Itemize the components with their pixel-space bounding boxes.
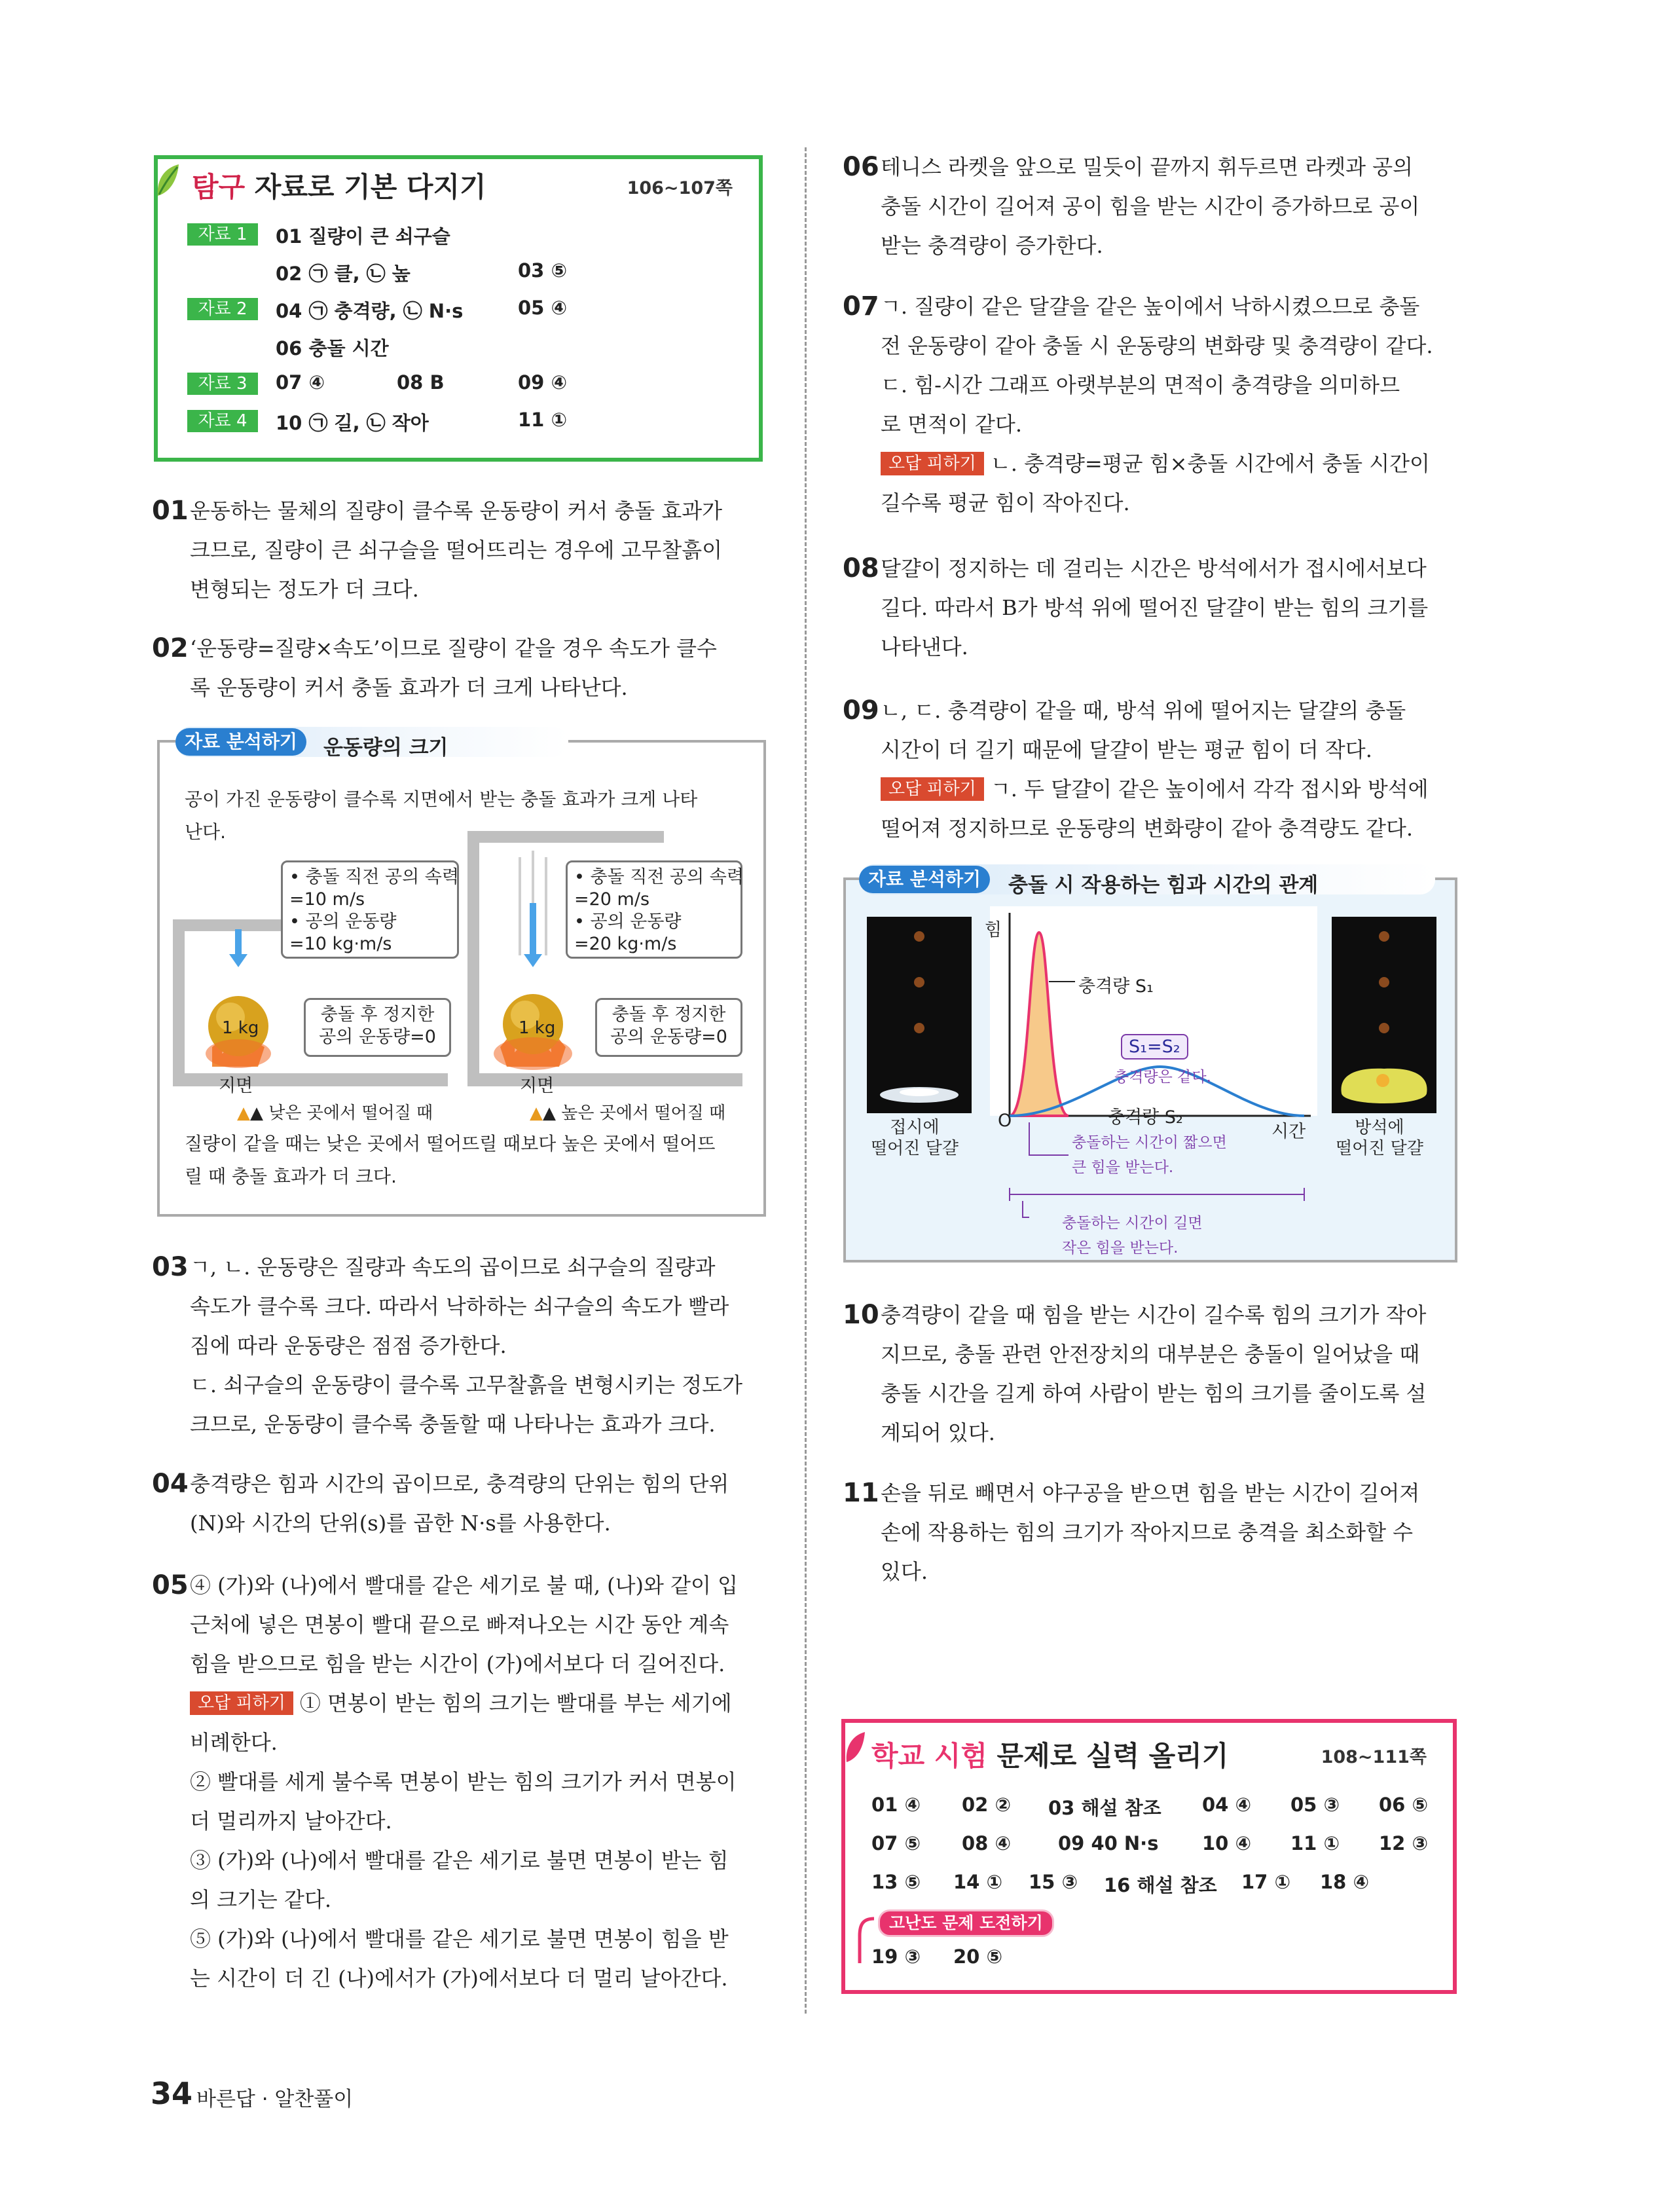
item-07-text: ㄱ. 질량이 같은 달걀을 같은 높이에서 낙하시켰으므로 충돌 전 운동량이 같아 충돌 시 운동량의 변화량 및 충격량이 같다. ㄷ. 힘-시간 그래프 아랫부분의 면적이 충격량을 의미하므 로 면적이 같다. 오답 피하기 ㄴ. 충격량=평균 힘×충돌 시간에서 충돌 시간이 길수록 평균 힘이 작아진다. [881, 294, 1433, 515]
equal-impulse-box: S₁=S₂ [1121, 1034, 1188, 1060]
test-answer: 16 해설 참조 [1104, 1874, 1217, 1896]
analysis-title: 충돌 시 작용하는 힘과 시간의 관계 [1008, 874, 1319, 897]
analysis-box-force-time [843, 868, 1457, 1263]
caption-high: ▲▲ 높은 곳에서 떨어질 때 [530, 1103, 726, 1123]
cushion-egg-photo [1332, 917, 1436, 1113]
answer-02: 02 ㉠ 클, ㉡ 높 [276, 263, 411, 285]
analysis-intro: 공이 가진 운동량이 클수록 지면에서 받는 충돌 효과가 크게 나타 난다. [185, 788, 698, 843]
high-drop-after-callout: 충돌 후 정지한 공의 운동량=0 [595, 998, 742, 1057]
item-number: 04 [152, 1469, 189, 1499]
answer-01: 01 질량이 큰 쇠구슬 [276, 225, 450, 248]
item-09-text: ㄴ, ㄷ. 충격량이 같을 때, 방석 위에 떨어지는 달걀의 충돌 시간이 더 길기 때문에 달걀이 받는 평균 힘이 더 작다. 오답 피하기 ㄱ. 두 달걀이 같은 높이에서 각각 접시와 방석에 떨어져 정지하므로 운동량의 변화량이 같아 충격량도 같다. [881, 698, 1429, 841]
item-04-text: 충격량은 힘과 시간의 곱이므로, 충격량의 단위는 힘의 단위 (N)와 시간의 단위(s)를 곱한 N·s를 사용한다. [190, 1471, 729, 1536]
item-number: 03 [152, 1252, 189, 1282]
test-answer: 10 ④ [1202, 1832, 1252, 1854]
origin-label: O [998, 1111, 1012, 1131]
item-02-text: ‘운동량=질량×속도’이므로 질량이 같을 경우 속도가 클수 록 운동량이 커서 충돌 효과가 더 크게 나타난다. [190, 636, 717, 700]
ground-label: 지면 [520, 1076, 555, 1096]
school-test-answer-box [841, 1719, 1457, 1994]
item-03-text: ㄱ, ㄴ. 운동량은 질량과 속도의 곱이므로 쇠구슬의 질량과 속도가 클수록 크다. 따라서 낙하하는 쇠구슬의 속도가 빨라 짐에 따라 운동량은 점점 증가한다. ㄷ. 쇠구슬의 운동량이 클수록 고무찰흙을 변형시키는 정도가 크므로, 운동량이 클수록 충돌할 때 나타나는 효과가 크다. [190, 1255, 743, 1437]
test-answer: 07 ⑤ [871, 1832, 921, 1854]
item-number: 10 [843, 1300, 879, 1330]
footer-book-title: 바른답 · 알찬풀이 [196, 2088, 354, 2111]
data-tag-2: 자료 2 [187, 298, 258, 320]
test-answer: 06 ⑤ [1379, 1794, 1429, 1816]
answer-11: 11 ① [518, 409, 568, 431]
item-08-text: 달걀이 정지하는 데 걸리는 시간은 방석에서가 접시에서보다 길다. 따라서 B가 방석 위에 떨어진 달걀이 받는 힘의 크기를 나타낸다. [881, 556, 1429, 659]
answer-03: 03 ⑤ [518, 259, 568, 282]
impulse-s1-label: 충격량 S₁ [1078, 976, 1154, 997]
answer-05: 05 ④ [518, 297, 568, 319]
test-answer: 09 40 N·s [1058, 1832, 1159, 1854]
answer-08: 08 B [397, 371, 445, 394]
analysis-conclusion: 질량이 같을 때는 낮은 곳에서 떨어뜨릴 때보다 높은 곳에서 떨어뜨 릴 때 충돌 효과가 더 크다. [185, 1133, 716, 1187]
answer-06: 06 충돌 시간 [276, 337, 389, 359]
test-answer: 04 ④ [1202, 1794, 1252, 1816]
ball-mass-label: 1 kg [519, 1018, 556, 1038]
item-number: 07 [843, 291, 879, 322]
avoid-error-tag: 오답 피하기 [881, 777, 984, 801]
item-number: 02 [152, 633, 189, 663]
item-number: 05 [152, 1570, 189, 1600]
school-test-pages: 108~111쪽 [1321, 1747, 1427, 1767]
short-time-note: 충돌하는 시간이 짧으면 큰 힘을 받는다. [1072, 1134, 1227, 1176]
item-number: 06 [843, 152, 879, 182]
test-answer: 03 해설 참조 [1048, 1797, 1161, 1819]
page-number: 34 [151, 2076, 193, 2111]
test-answer: 12 ③ [1379, 1832, 1429, 1854]
test-answer: 17 ① [1241, 1871, 1291, 1893]
impulse-s2-label: 충격량 S₂ [1108, 1107, 1183, 1128]
test-answer: 14 ① [953, 1871, 1003, 1893]
test-answer: 20 ⑤ [953, 1945, 1003, 1968]
test-answer: 15 ③ [1029, 1871, 1078, 1893]
ground-label: 지면 [219, 1076, 253, 1096]
cushion-egg-label: 방석에 떨어진 달걀 [1336, 1118, 1423, 1158]
equal-impulse-note: 충격량은 같다. [1114, 1069, 1211, 1086]
answer-10: 10 ㉠ 길, ㉡ 작아 [276, 412, 429, 434]
tamgu-title: 탐구 자료로 기본 다지기 [192, 171, 486, 203]
test-answer: 01 ④ [871, 1794, 921, 1816]
answer-07: 07 ④ [276, 371, 325, 394]
item-number: 09 [843, 695, 879, 726]
answer-09: 09 ④ [518, 371, 568, 394]
item-06-text: 테니스 라켓을 앞으로 밀듯이 끝까지 휘두르면 라켓과 공의 충돌 시간이 길어져 공이 힘을 받는 시간이 증가하므로 공이 받는 충격량이 증가한다. [881, 155, 1420, 258]
high-drop-callout: • 충돌 직전 공의 속력 =20 m/s • 공의 운동량 =20 kg·m/s [566, 860, 742, 959]
plate-egg-label: 접시에 떨어진 달걀 [871, 1118, 959, 1158]
avoid-error-tag: 오답 피하기 [881, 452, 984, 475]
x-axis-label: 시간 [1271, 1122, 1306, 1142]
test-answer: 05 ③ [1290, 1794, 1340, 1816]
item-number: 11 [843, 1478, 879, 1508]
avoid-error-tag: 오답 피하기 [190, 1691, 293, 1715]
test-answer: 13 ⑤ [871, 1871, 921, 1893]
item-number: 01 [152, 496, 189, 526]
leaf-icon [844, 1729, 868, 1766]
item-11-text: 손을 뒤로 빼면서 야구공을 받으면 힘을 받는 시간이 길어져 손에 작용하는 힘의 크기가 작아지므로 충격을 최소화할 수 있다. [881, 1481, 1420, 1584]
item-number: 08 [843, 553, 879, 583]
analysis-title: 운동량의 크기 [323, 736, 448, 760]
analysis-tag: 자료 분석하기 [175, 728, 306, 756]
item-10-text: 충격량이 같을 때 힘을 받는 시간이 길수록 힘의 크기가 작아 지므로, 충돌 관련 안전장치의 대부분은 충돌이 일어났을 때 충돌 시간을 길게 하여 사람이 받는 힘의 크기를 줄이도록 설 계되어 있다. [881, 1302, 1427, 1445]
tamgu-answer-box [154, 155, 763, 462]
test-answer: 02 ② [962, 1794, 1012, 1816]
low-drop-callout: • 충돌 직전 공의 속력 =10 m/s • 공의 운동량 =10 kg·m/s [281, 860, 459, 959]
test-answer: 08 ④ [962, 1832, 1012, 1854]
challenge-tag: 고난도 문제 도전하기 [878, 1909, 1054, 1937]
item-01-text: 운동하는 물체의 질량이 클수록 운동량이 커서 충돌 효과가 크므로, 질량이 큰 쇠구슬을 떨어뜨리는 경우에 고무찰흙이 변형되는 정도가 더 크다. [190, 498, 723, 602]
ball-mass-label: 1 kg [222, 1018, 259, 1038]
data-tag-4: 자료 4 [187, 410, 258, 432]
caption-low: ▲▲ 낮은 곳에서 떨어질 때 [237, 1103, 433, 1123]
school-test-title: 학교 시험 문제로 실력 올리기 [871, 1740, 1229, 1772]
low-drop-after-callout: 충돌 후 정지한 공의 운동량=0 [304, 998, 451, 1057]
y-axis-label: 힘 [985, 920, 1002, 940]
column-divider [805, 147, 807, 2014]
analysis-box-momentum [157, 731, 766, 1217]
test-answer: 11 ① [1290, 1832, 1340, 1854]
answer-04: 04 ㉠ 충격량, ㉡ N·s [276, 300, 464, 322]
leaf-icon [154, 162, 183, 201]
analysis-tag: 자료 분석하기 [859, 866, 990, 893]
test-answer: 19 ③ [871, 1945, 921, 1968]
long-time-note: 충돌하는 시간이 길면 작은 힘을 받는다. [1062, 1215, 1203, 1257]
plate-egg-photo [867, 917, 972, 1113]
data-tag-3: 자료 3 [187, 373, 258, 395]
test-answer: 18 ④ [1320, 1871, 1370, 1893]
item-05-text: ④ (가)와 (나)에서 빨대를 같은 세기로 불 때, (나)와 같이 입 근처에 넣은 면봉이 빨대 끝으로 빠져나오는 시간 동안 계속 힘을 받으므로 힘을 받는 시간이 (가)에서보다 더 길어진다. 오답 피하기 ① 면봉이 받는 힘의 크기는 빨대를 부는 세기에 비례한다. ② 빨대를 세게 불수록 면봉이 받는 힘의 크기가 커서 면봉이 더 멀리까지 날아간다. ③ (가)와 (나)에서 빨대를 같은 세기로 불면 면봉이 받는 힘 의 크기는 같다. ⑤ (가)와 (나)에서 빨대를 같은 세기로 불면 면봉이 힘을 받 는 시간이 더 긴 (나)에서가 (가)에서보다 더 멀리 날아간다. [190, 1573, 739, 1991]
data-tag-1: 자료 1 [187, 223, 258, 246]
tamgu-pages: 106~107쪽 [627, 178, 733, 198]
